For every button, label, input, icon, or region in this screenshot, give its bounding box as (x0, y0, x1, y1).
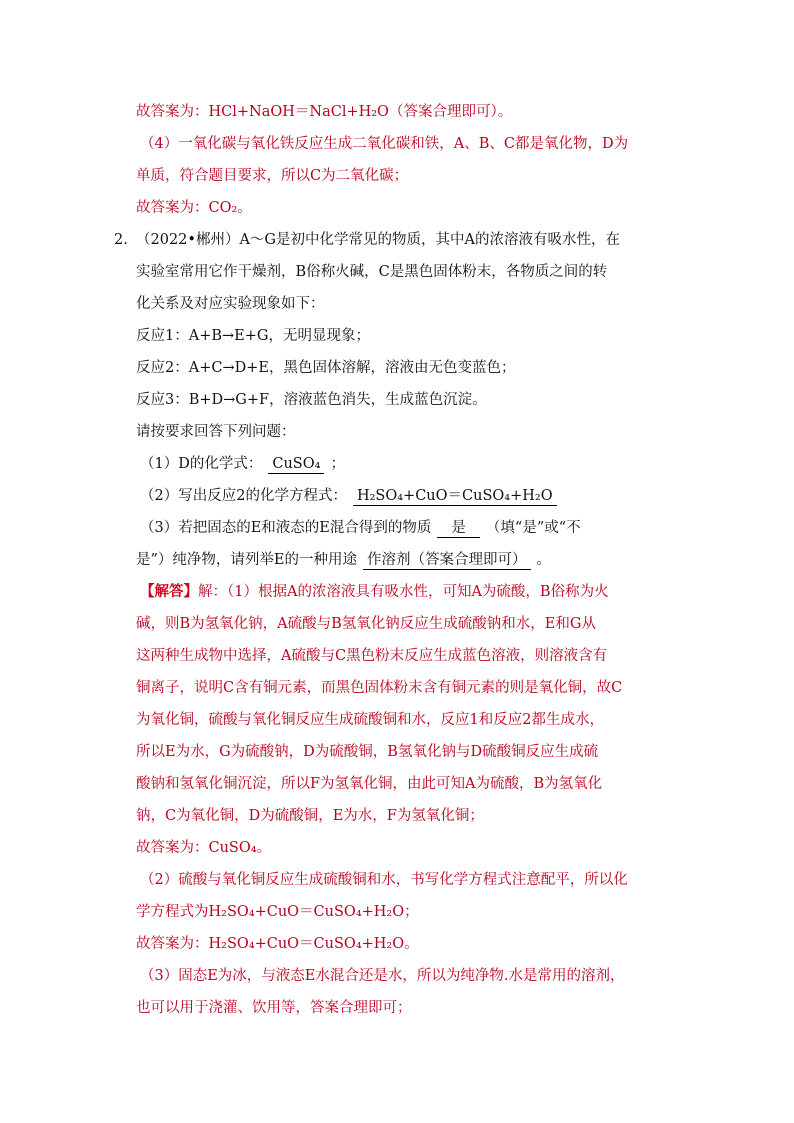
subquestion-2 (140, 486, 563, 506)
part4-line: （4）一氧化碳与氧化铁反应生成二氧化碳和铁，A、B、C都是氧化物，D为 (140, 136, 629, 152)
question-stem: 化关系及对应实验现象如下： (136, 296, 325, 312)
answer-blank: 是 (437, 519, 480, 538)
subquestion-text: （填“是”或“不 (485, 520, 581, 536)
subquestion-3-cont (136, 550, 551, 570)
question-stem: 实验室常用它作干燥剂，B俗称火碱，C是黑色固体粉末，各物质之间的转 (136, 264, 608, 280)
reaction-line: 反应3：B+D→G+F，溶液蓝色消失，生成蓝色沉淀。 (136, 392, 487, 408)
subquestion-text: （1）D的化学式： (140, 456, 263, 472)
answer-line: 故答案为：HCl+NaOH＝NaCl+H₂O（答案合理即可）。 (136, 104, 513, 120)
solution-line: 也可以用于浇灌、饮用等，答案合理即可； (136, 1000, 412, 1016)
subquestion-text: （3）若把固态的E和液态的E混合得到的物质 (140, 520, 432, 536)
solution-first-line (140, 582, 609, 602)
solution-line: 碱，则B为氢氧化钠，A硫酸与B氢氧化钠反应生成硫酸钠和水，E和G从 (136, 616, 596, 632)
subquestion-text: ； (330, 456, 345, 472)
subquestion-text: 。 (536, 552, 551, 568)
reaction-line: 反应1：A+B→E+G，无明显现象； (136, 328, 370, 344)
answer-blank: 作溶剂（答案合理即可） (363, 551, 531, 570)
solution-line: 为氧化铜，硫酸与氧化铜反应生成硫酸铜和水，反应1和反应2都生成水， (136, 712, 604, 728)
solution-line: 铜离子，说明C含有铜元素，而黑色固体粉末含有铜元素的则是氧化铜，故C (136, 680, 623, 696)
solution-text: 解：（1）根据A的浓溶液具有吸水性，可知A为硫酸，B俗称为火 (198, 584, 609, 600)
solution-line: （2）硫酸与氧化铜反应生成硫酸铜和水，书写化学方程式注意配平，所以化 (140, 872, 628, 888)
solution-line: 钠，C为氧化铜，D为硫酸铜，E为水，F为氢氧化铜； (136, 808, 484, 824)
solution-line: （3）固态E为冰，与液态E水混合还是水，所以为纯净物.水是常用的溶剂， (140, 968, 625, 984)
solution-tag: 【解答】 (140, 583, 198, 600)
answer-blank: CuSO₄ (268, 455, 324, 474)
answer-blank: H₂SO₄+CuO＝CuSO₄+H₂O (353, 487, 557, 506)
solution-line: 故答案为：CuSO₄。 (136, 840, 272, 856)
solution-line: 所以E为水，G为硫酸钠，D为硫酸铜，B氢氧化钠与D硫酸铜反应生成硫 (136, 744, 599, 760)
question-prompt: 请按要求回答下列问题： (136, 424, 296, 440)
solution-line: 酸钠和氢氧化铜沉淀，所以F为氢氧化铜，由此可知A为硫酸，B为氢氧化 (136, 776, 603, 792)
question-number: 2. (114, 232, 128, 248)
subquestion-text: 是”）纯净物，请列举E的一种用途 (136, 552, 357, 568)
solution-line: 这两种生成物中选择，A硫酸与C黑色粉末反应生成蓝色溶液，则溶液含有 (136, 648, 608, 664)
solution-line: 故答案为：H₂SO₄+CuO＝CuSO₄+H₂O。 (136, 936, 419, 952)
answer-line: 故答案为：CO₂。 (136, 200, 252, 216)
reaction-line: 反应2：A+C→D+E，黑色固体溶解，溶液由无色变蓝色； (136, 360, 516, 376)
solution-line: 学方程式为H₂SO₄+CuO＝CuSO₄+H₂O； (136, 904, 419, 920)
part4-line: 单质，符合题目要求，所以C为二氧化碳； (136, 168, 409, 184)
subquestion-text: （2）写出反应2的化学方程式： (140, 488, 347, 504)
subquestion-1 (140, 454, 345, 474)
question-stem: （2022•郴州）A～G是初中化学常见的物质，其中A的浓溶液有吸水性，在 (136, 232, 620, 248)
subquestion-3 (140, 518, 581, 538)
